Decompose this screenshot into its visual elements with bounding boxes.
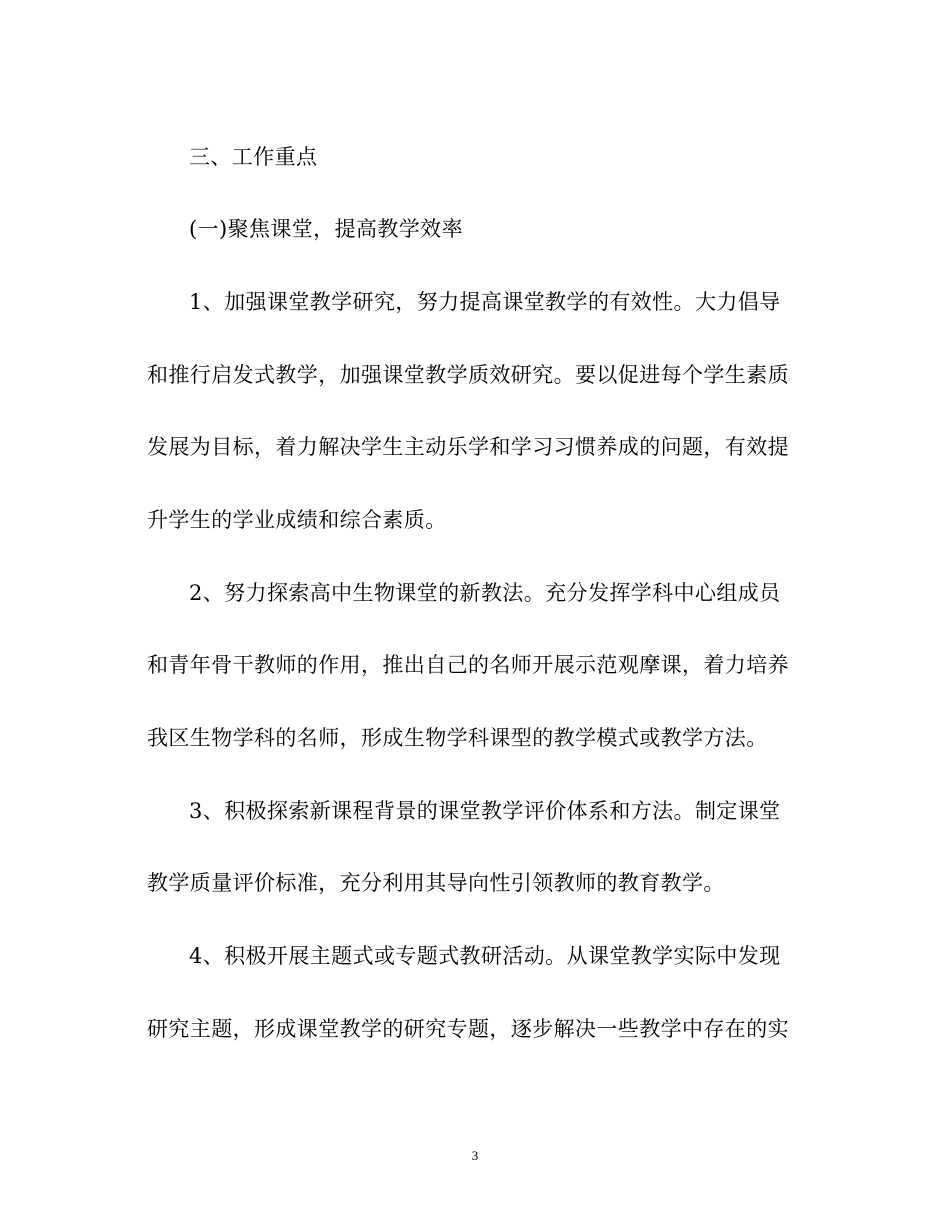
paragraph-2-line-3: 我区生物学科的名师，形成生物学科课型的教学模式或教学方法。 [147,726,768,750]
paragraph-1-line-2: 和推行启发式教学，加强课堂教学质效研究。要以促进每个学生素质 [147,363,789,387]
page-number: 3 [471,1148,479,1163]
section-heading: 三、工作重点 [189,145,318,169]
paragraph-1-line-4: 升学生的学业成绩和综合素质。 [147,508,447,532]
paragraph-4-line-1: 4、积极开展主题式或专题式教研活动。从课堂教学实际中发现 [189,944,781,968]
paragraph-2-line-1: 2、努力探索高中生物课堂的新教法。充分发挥学科中心组成员 [189,581,781,605]
paragraph-4-line-2: 研究主题，形成课堂教学的研究专题，逐步解决一些教学中存在的实 [147,1017,789,1041]
subsection-heading: (一)聚焦课堂，提高教学效率 [189,217,463,241]
paragraph-3-line-2: 教学质量评价标准，充分利用其导向性引领教师的教育教学。 [147,871,725,895]
paragraph-1-line-1: 1、加强课堂教学研究，努力提高课堂教学的有效性。大力倡导 [189,290,781,314]
paragraph-1-line-3: 发展为目标，着力解决学生主动乐学和学习习惯养成的问题，有效提 [147,435,789,459]
paragraph-2-line-2: 和青年骨干教师的作用，推出自己的名师开展示范观摩课，着力培养 [147,653,789,677]
paragraph-3-line-1: 3、积极探索新课程背景的课堂教学评价体系和方法。制定课堂 [189,799,781,823]
